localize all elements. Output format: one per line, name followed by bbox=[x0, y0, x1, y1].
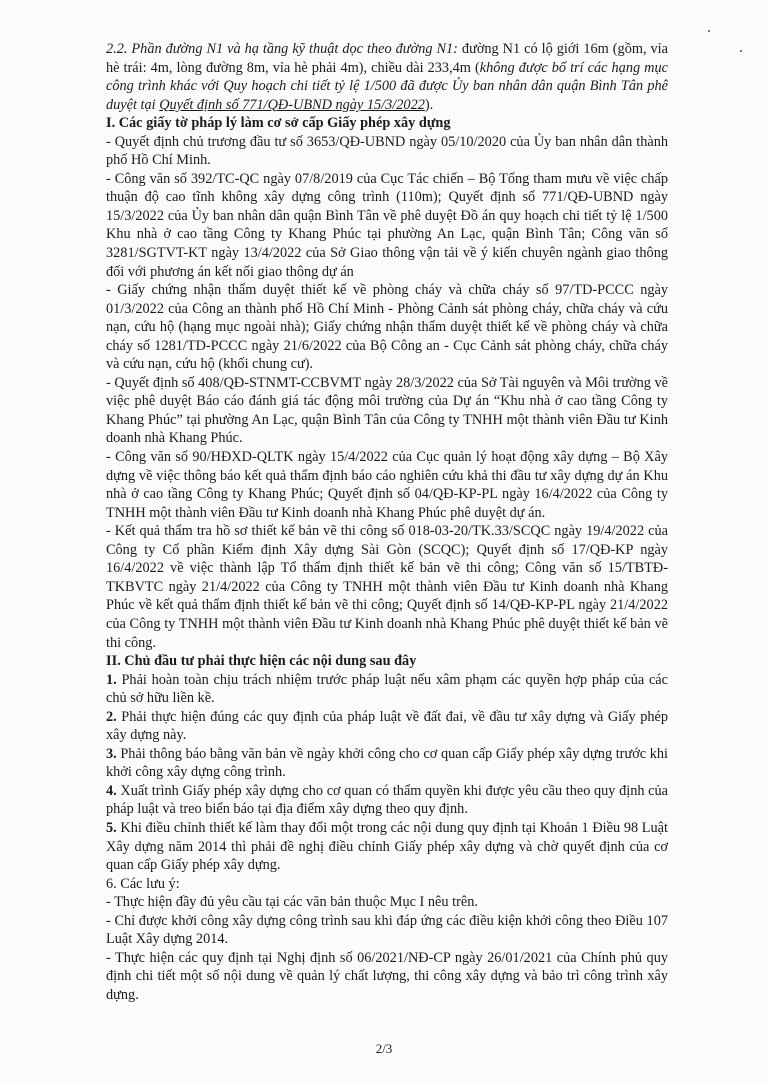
intro-note: không được bố trí các hạng mục công trình khác với Quy hoạch chi tiết tỷ lệ 1/500 đã được Ủy ban nhân dân quận Bình Tân phê duyệt tại Quyết định số 771/QĐ-UBND ngày 15/3/2022 bbox=[106, 59, 668, 113]
section-2-item bbox=[106, 819, 668, 875]
item-number: 2. bbox=[106, 708, 117, 725]
item-number: 5. bbox=[106, 819, 117, 836]
item-text: Xuất trình Giấy phép xây dựng cho cơ quan có thẩm quyền khi được yêu cầu theo quy định của pháp luật và treo biển báo tại địa điểm xây dựng theo quy định. bbox=[106, 782, 668, 818]
section-2-item bbox=[106, 745, 668, 782]
section-2-item bbox=[106, 671, 668, 708]
scan-speck bbox=[740, 50, 742, 52]
note-item: - Chỉ được khởi công xây dựng công trình sau khi đáp ứng các điều kiện khởi công theo Điều 107 Luật Xây dựng 2014. bbox=[106, 912, 668, 948]
notes-title: 6. Các lưu ý: bbox=[106, 875, 180, 892]
note-item: - Thực hiện đầy đủ yêu cầu tại các văn bản thuộc Mục I nêu trên. bbox=[106, 894, 478, 911]
intro-note-decision: Quyết định số 771/QĐ-UBND ngày 15/3/2022 bbox=[159, 96, 425, 113]
intro-heading: 2.2. Phần đường N1 và hạ tầng kỹ thuật dọc theo đường N1: bbox=[106, 41, 458, 57]
section-2-item bbox=[106, 708, 668, 745]
intro-paragraph bbox=[106, 40, 668, 114]
intro-body: đường N1 có lộ giới 16m (gồm, vỉa hè trái: 4m, lòng đường 8m, vỉa hè phải 4m), chiều dài 233,4m ( bbox=[106, 41, 668, 76]
document-body bbox=[106, 40, 668, 1004]
page-number: 2/3 bbox=[375, 1041, 393, 1056]
section-2-item bbox=[106, 782, 668, 819]
item-text: Phải thực hiện đúng các quy định của pháp luật về đất đai, về đầu tư xây dựng và Giấy phép xây dựng này. bbox=[106, 708, 668, 744]
item-number: 3. bbox=[106, 745, 117, 762]
section-1-item: - Giấy chứng nhận thẩm duyệt thiết kế về phòng cháy và chữa cháy số 97/TD-PCCC ngày 01/3/2022 của Công an thành phố Hồ Chí Minh - Phòng Cảnh sát phòng cháy, chữa cháy và cứu nạn, cứu hộ (hạng mục ngoài nhà); Giấy chứng nhận thẩm duyệt thiết kế về phòng cháy và chữa cháy số 1281/TD-PCCC ngày 21/6/2022 của Bộ Công an - Cục Cảnh sát phòng cháy, chữa cháy và cứu nạn, cứu hộ (khối chung cư). bbox=[106, 282, 668, 373]
item-text: Phải hoàn toàn chịu trách nhiệm trước pháp luật nếu xâm phạm các quyền hợp pháp của các chủ sở hữu liền kề. bbox=[106, 671, 668, 707]
section-1-item: - Công văn số 90/HĐXD-QLTK ngày 15/4/2022 của Cục quản lý hoạt động xây dựng – Bộ Xây dựng về việc thông báo kết quả thẩm định báo cáo nghiên cứu khả thi đầu tư xây dựng dự án Khu nhà ở cao tầng Công ty Khang Phúc; Quyết định số 04/QĐ-KP-PL ngày 16/4/2022 của Công ty TNHH một thành viên Đầu tư Kinh doanh nhà Khang Phúc phê duyệt dự án. bbox=[106, 449, 668, 521]
section-1-item: - Công văn số 392/TC-QC ngày 07/8/2019 của Cục Tác chiến – Bộ Tổng tham mưu về việc chấp thuận độ cao tĩnh không xây dựng công trình (110m); Quyết định số 771/QĐ-UBND ngày 15/3/2022 của Ủy ban nhân dân quận Bình Tân về phê duyệt Đồ án quy hoạch chi tiết tỷ lệ 1/500 Khu nhà ở cao tầng Công ty Khang Phúc tại phường An Lạc, quận Bình Tân; Công văn số 3281/SGTVT-KT ngày 13/4/2022 của Sở Giao thông vận tải về ý kiến chuyên ngành giao thông đối với phương án kết nối giao thông dự án bbox=[106, 170, 668, 280]
item-text: Khi điều chỉnh thiết kế làm thay đổi một trong các nội dung quy định tại Khoản 1 Điều 98 Luật Xây dựng năm 2014 thì phải đề nghị điều chỉnh Giấy phép xây dựng và chờ quyết định của cơ quan cấp Giấy phép xây dựng. bbox=[106, 819, 668, 874]
section-1-item: - Quyết định chủ trương đầu tư số 3653/QĐ-UBND ngày 05/10/2020 của Ủy ban nhân dân thành phố Hồ Chí Minh. bbox=[106, 133, 668, 169]
section-1-item: - Kết quả thẩm tra hồ sơ thiết kế bản vẽ thi công số 018-03-20/TK.33/SCQC ngày 19/4/2022 của Công ty Cổ phần Kiểm định Xây dựng Sài Gòn (SCQC); Quyết định số 17/QĐ-KP ngày 16/4/2022 về việc thành lập Tổ thẩm định thiết kế bản vẽ thi công; Công văn số 15/TBTĐ-TKBVTC ngày 21/4/2022 của Công ty TNHH một thành viên Đầu tư Kinh doanh nhà Khang Phúc về kết quả thẩm định thiết kế bản vẽ thi công; Quyết định số 14/QĐ-KP-PL ngày 21/4/2022 của Công ty TNHH một thành viên Đầu tư Kinh doanh nhà Khang Phúc phê duyệt thiết kế bản vẽ thi công. bbox=[106, 523, 668, 651]
section-2-title: II. Chủ đầu tư phải thực hiện các nội dung sau đây bbox=[106, 653, 417, 670]
item-number: 1. bbox=[106, 671, 117, 688]
intro-closing: ). bbox=[424, 96, 434, 113]
scan-speck bbox=[708, 30, 710, 32]
note-item: - Thực hiện các quy định tại Nghị định số 06/2021/NĐ-CP ngày 26/01/2021 của Chính phủ quy định chi tiết một số nội dung về quản lý chất lượng, thi công xây dựng và bảo trì công trình xây dựng. bbox=[106, 949, 668, 1003]
item-number: 4. bbox=[106, 782, 117, 799]
section-1-title: I. Các giấy tờ pháp lý làm cơ sở cấp Giấy phép xây dựng bbox=[106, 115, 451, 132]
item-text: Phải thông báo bằng văn bản về ngày khởi công cho cơ quan cấp Giấy phép xây dựng trước khi khởi công xây dựng công trình. bbox=[106, 745, 668, 781]
section-1-item: - Quyết định số 408/QĐ-STNMT-CCBVMT ngày 28/3/2022 của Sở Tài nguyên và Môi trường về việc phê duyệt Báo cáo đánh giá tác động môi trường của Dự án “Khu nhà ở cao tầng Công ty Khang Phúc” tại phường An Lạc, quận Bình Tân của Công ty TNHH một thành viên Đầu tư Kinh doanh nhà Khang Phúc. bbox=[106, 374, 668, 447]
